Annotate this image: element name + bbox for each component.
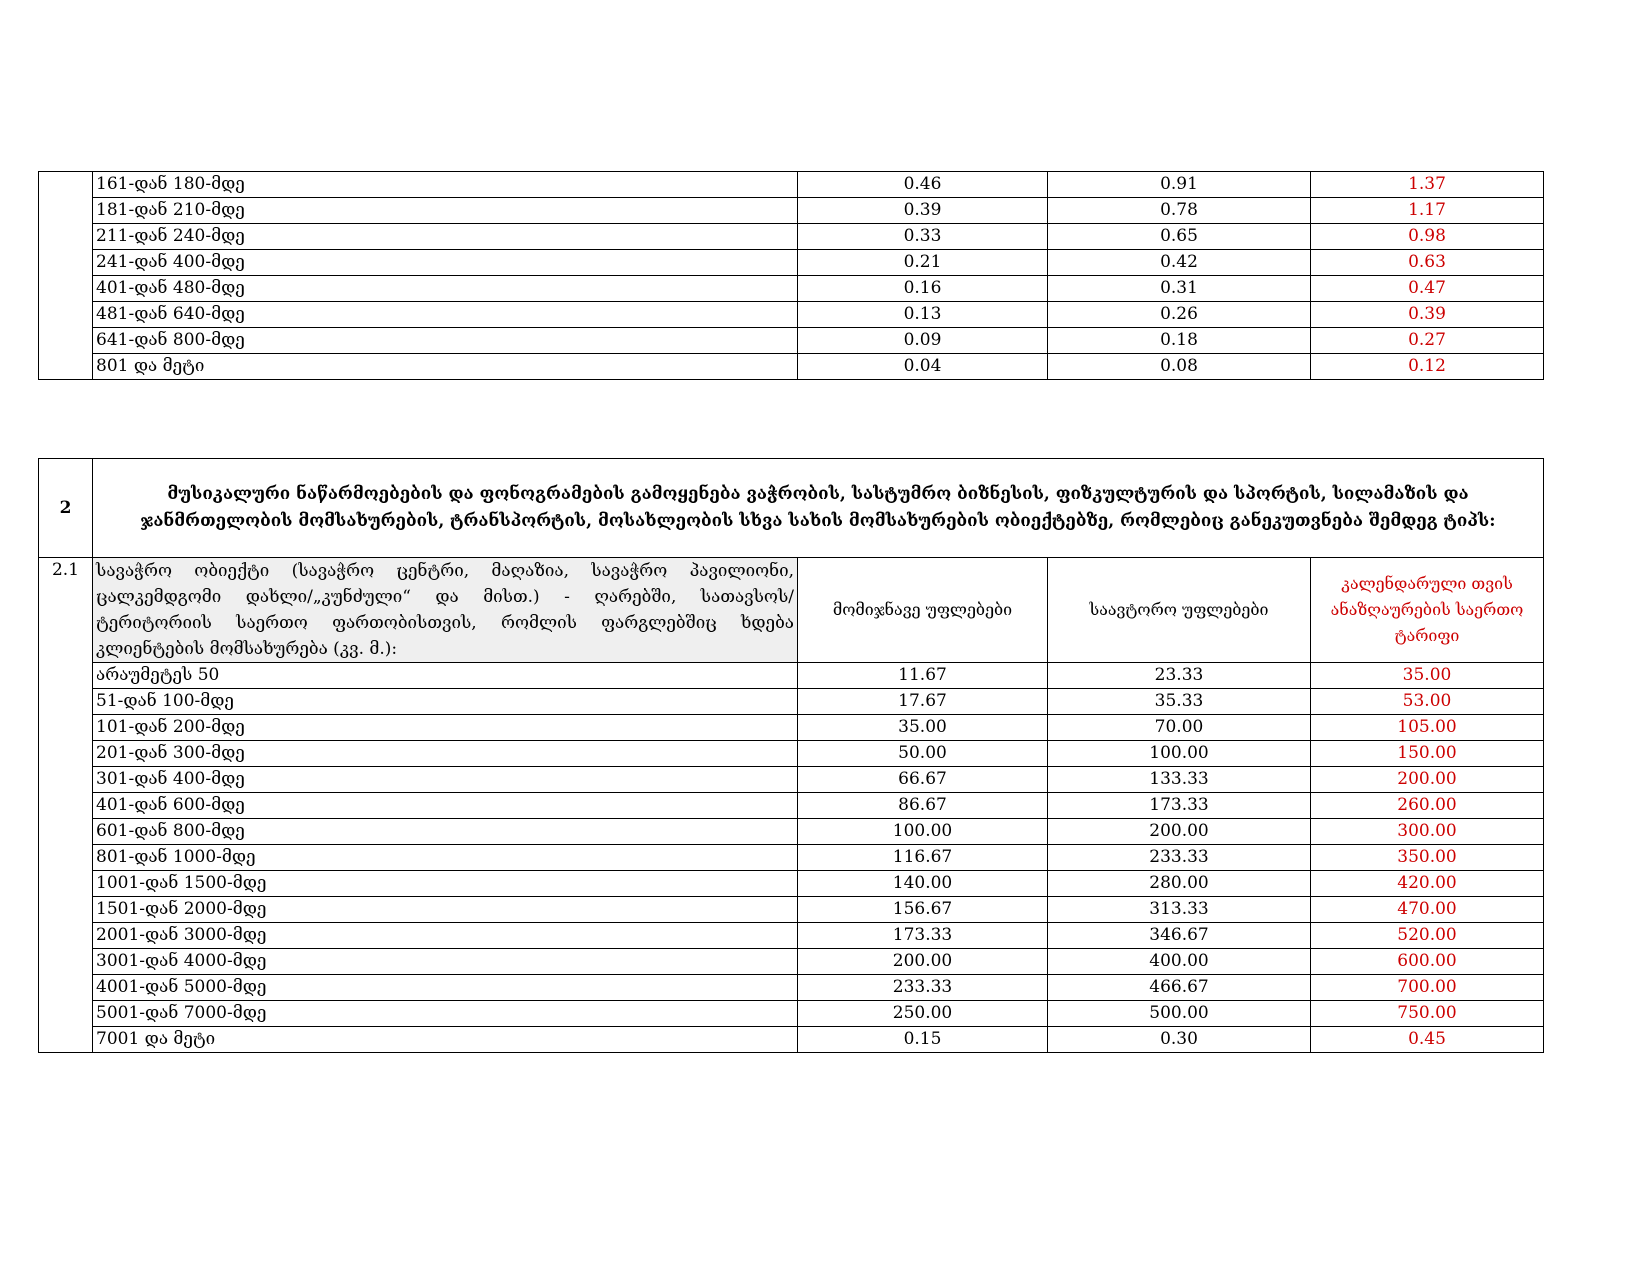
range-cell: 5001-დან 7000-მდე bbox=[93, 1001, 798, 1027]
total-tariff-cell: 700.00 bbox=[1311, 975, 1544, 1001]
total-tariff-cell: 0.27 bbox=[1311, 328, 1544, 354]
range-cell: 101-დან 200-მდე bbox=[93, 715, 798, 741]
range-cell: 3001-დან 4000-მდე bbox=[93, 949, 798, 975]
related-rights-cell: 0.13 bbox=[798, 302, 1048, 328]
total-tariff-cell: 0.39 bbox=[1311, 302, 1544, 328]
subsection-description: სავაჭრო ობიექტი (სავაჭრო ცენტრი, მაღაზია, სავაჭრო პავილიონი, ცალკემდგომი დახლი/„კუნძული“ და მისთ.) - ღარებში, სათავსოს/ტერიტორიის საერთო ფართობისთვის, რომლის ფარგლებშიც ხდება კლიენტების მომსახურება (კვ. მ.): bbox=[93, 558, 798, 663]
author-rights-cell: 133.33 bbox=[1048, 767, 1311, 793]
total-tariff-cell: 520.00 bbox=[1311, 923, 1544, 949]
column-header-total-tariff: კალენდარული თვის ანაზღაურების საერთო ტარიფი bbox=[1311, 558, 1544, 663]
table-row bbox=[39, 224, 1544, 250]
table-row bbox=[39, 767, 1544, 793]
range-cell: 641-დან 800-მდე bbox=[93, 328, 798, 354]
related-rights-cell: 173.33 bbox=[798, 923, 1048, 949]
table-row bbox=[39, 1001, 1544, 1027]
related-rights-cell: 0.39 bbox=[798, 198, 1048, 224]
table-row bbox=[39, 328, 1544, 354]
section-header-row bbox=[39, 459, 1544, 558]
author-rights-cell: 0.31 bbox=[1048, 276, 1311, 302]
range-cell: 401-დან 480-მდე bbox=[93, 276, 798, 302]
related-rights-cell: 100.00 bbox=[798, 819, 1048, 845]
range-cell: 301-დან 400-მდე bbox=[93, 767, 798, 793]
range-cell: 2001-დან 3000-მდე bbox=[93, 923, 798, 949]
range-cell: არაუმეტეს 50 bbox=[93, 663, 798, 689]
author-rights-cell: 173.33 bbox=[1048, 793, 1311, 819]
total-tariff-cell: 750.00 bbox=[1311, 1001, 1544, 1027]
subsection-number: 2.1 bbox=[39, 558, 93, 1053]
author-rights-cell: 0.30 bbox=[1048, 1027, 1311, 1053]
author-rights-cell: 0.26 bbox=[1048, 302, 1311, 328]
range-cell: 801 და მეტი bbox=[93, 354, 798, 380]
related-rights-cell: 0.09 bbox=[798, 328, 1048, 354]
subsection-header-row bbox=[39, 558, 1544, 663]
table-row bbox=[39, 923, 1544, 949]
author-rights-cell: 280.00 bbox=[1048, 871, 1311, 897]
table-row bbox=[39, 354, 1544, 380]
related-rights-cell: 200.00 bbox=[798, 949, 1048, 975]
table-row bbox=[39, 250, 1544, 276]
table-row bbox=[39, 819, 1544, 845]
range-cell: 1001-დან 1500-მდე bbox=[93, 871, 798, 897]
author-rights-cell: 313.33 bbox=[1048, 897, 1311, 923]
author-rights-cell: 35.33 bbox=[1048, 689, 1311, 715]
range-cell: 401-დან 600-მდე bbox=[93, 793, 798, 819]
author-rights-cell: 0.78 bbox=[1048, 198, 1311, 224]
author-rights-cell: 233.33 bbox=[1048, 845, 1311, 871]
tariff-table-continued bbox=[38, 171, 1544, 380]
author-rights-cell: 0.08 bbox=[1048, 354, 1311, 380]
total-tariff-cell: 350.00 bbox=[1311, 845, 1544, 871]
total-tariff-cell: 0.12 bbox=[1311, 354, 1544, 380]
related-rights-cell: 86.67 bbox=[798, 793, 1048, 819]
related-rights-cell: 0.16 bbox=[798, 276, 1048, 302]
total-tariff-cell: 0.63 bbox=[1311, 250, 1544, 276]
tariff-table-section-2 bbox=[38, 458, 1544, 1053]
author-rights-cell: 400.00 bbox=[1048, 949, 1311, 975]
table-row bbox=[39, 276, 1544, 302]
related-rights-cell: 0.46 bbox=[798, 172, 1048, 198]
range-cell: 211-დან 240-მდე bbox=[93, 224, 798, 250]
author-rights-cell: 500.00 bbox=[1048, 1001, 1311, 1027]
table-row bbox=[39, 845, 1544, 871]
total-tariff-cell: 0.98 bbox=[1311, 224, 1544, 250]
range-cell: 481-დან 640-მდე bbox=[93, 302, 798, 328]
related-rights-cell: 11.67 bbox=[798, 663, 1048, 689]
blank-number-cell bbox=[39, 172, 93, 380]
range-cell: 4001-დან 5000-მდე bbox=[93, 975, 798, 1001]
author-rights-cell: 100.00 bbox=[1048, 741, 1311, 767]
author-rights-cell: 346.67 bbox=[1048, 923, 1311, 949]
total-tariff-cell: 1.37 bbox=[1311, 172, 1544, 198]
range-cell: 1501-დან 2000-მდე bbox=[93, 897, 798, 923]
table-row bbox=[39, 302, 1544, 328]
section-number: 2 bbox=[39, 459, 93, 558]
related-rights-cell: 116.67 bbox=[798, 845, 1048, 871]
range-cell: 801-დან 1000-მდე bbox=[93, 845, 798, 871]
table-row bbox=[39, 871, 1544, 897]
total-tariff-cell: 0.45 bbox=[1311, 1027, 1544, 1053]
total-tariff-cell: 470.00 bbox=[1311, 897, 1544, 923]
table-row bbox=[39, 897, 1544, 923]
range-cell: 241-დან 400-მდე bbox=[93, 250, 798, 276]
related-rights-cell: 233.33 bbox=[798, 975, 1048, 1001]
related-rights-cell: 17.67 bbox=[798, 689, 1048, 715]
related-rights-cell: 0.33 bbox=[798, 224, 1048, 250]
author-rights-cell: 466.67 bbox=[1048, 975, 1311, 1001]
total-tariff-cell: 260.00 bbox=[1311, 793, 1544, 819]
author-rights-cell: 0.18 bbox=[1048, 328, 1311, 354]
total-tariff-cell: 600.00 bbox=[1311, 949, 1544, 975]
table-row bbox=[39, 689, 1544, 715]
author-rights-cell: 23.33 bbox=[1048, 663, 1311, 689]
related-rights-cell: 35.00 bbox=[798, 715, 1048, 741]
table-row bbox=[39, 793, 1544, 819]
section-title: მუსიკალური ნაწარმოებების და ფონოგრამების გამოყენება ვაჭრობის, სასტუმრო ბიზნესის, ფიზკულტურის და სპორტის, სილამაზის და ჯანმრთელობის მომსახურების, ტრანსპორტის, მოსახლეობის სხვა სახის მომსახურების ობიექტებზე, რომლებიც განეკუთვნება შემდეგ ტიპს: bbox=[93, 459, 1544, 558]
total-tariff-cell: 150.00 bbox=[1311, 741, 1544, 767]
total-tariff-cell: 105.00 bbox=[1311, 715, 1544, 741]
related-rights-cell: 140.00 bbox=[798, 871, 1048, 897]
author-rights-cell: 0.65 bbox=[1048, 224, 1311, 250]
author-rights-cell: 0.91 bbox=[1048, 172, 1311, 198]
range-cell: 201-დან 300-მდე bbox=[93, 741, 798, 767]
related-rights-cell: 156.67 bbox=[798, 897, 1048, 923]
table-row bbox=[39, 172, 1544, 198]
range-cell: 51-დან 100-მდე bbox=[93, 689, 798, 715]
total-tariff-cell: 53.00 bbox=[1311, 689, 1544, 715]
table-row bbox=[39, 1027, 1544, 1053]
related-rights-cell: 66.67 bbox=[798, 767, 1048, 793]
total-tariff-cell: 1.17 bbox=[1311, 198, 1544, 224]
related-rights-cell: 50.00 bbox=[798, 741, 1048, 767]
range-cell: 7001 და მეტი bbox=[93, 1027, 798, 1053]
author-rights-cell: 70.00 bbox=[1048, 715, 1311, 741]
related-rights-cell: 250.00 bbox=[798, 1001, 1048, 1027]
table-row bbox=[39, 715, 1544, 741]
table-row bbox=[39, 949, 1544, 975]
related-rights-cell: 0.04 bbox=[798, 354, 1048, 380]
total-tariff-cell: 200.00 bbox=[1311, 767, 1544, 793]
author-rights-cell: 0.42 bbox=[1048, 250, 1311, 276]
table-row bbox=[39, 975, 1544, 1001]
range-cell: 161-დან 180-მდე bbox=[93, 172, 798, 198]
total-tariff-cell: 300.00 bbox=[1311, 819, 1544, 845]
range-cell: 181-დან 210-მდე bbox=[93, 198, 798, 224]
total-tariff-cell: 420.00 bbox=[1311, 871, 1544, 897]
related-rights-cell: 0.15 bbox=[798, 1027, 1048, 1053]
table-row bbox=[39, 198, 1544, 224]
column-header-related-rights: მომიჯნავე უფლებები bbox=[798, 558, 1048, 663]
related-rights-cell: 0.21 bbox=[798, 250, 1048, 276]
total-tariff-cell: 0.47 bbox=[1311, 276, 1544, 302]
table-row bbox=[39, 741, 1544, 767]
total-tariff-cell: 35.00 bbox=[1311, 663, 1544, 689]
column-header-author-rights: საავტორო უფლებები bbox=[1048, 558, 1311, 663]
range-cell: 601-დან 800-მდე bbox=[93, 819, 798, 845]
table-row bbox=[39, 663, 1544, 689]
author-rights-cell: 200.00 bbox=[1048, 819, 1311, 845]
